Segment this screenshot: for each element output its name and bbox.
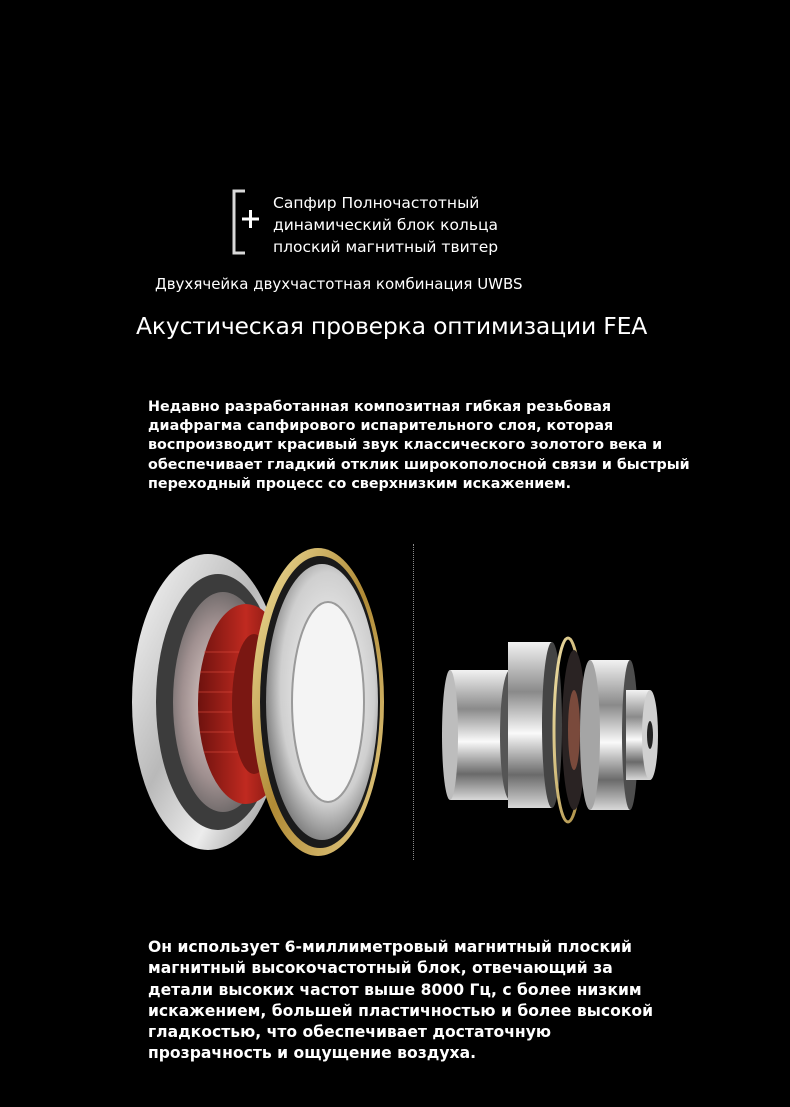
paragraph-line: детали высоких частот выше 8000 Гц, с более низким [148,980,642,999]
paragraph-line: Он использует 6-миллиметровый магнитный плоский [148,938,632,956]
paragraph-line: переходный процесс со сверхнизким искажением. [148,475,572,492]
paragraph-line: обеспечивает гладкий отклик широкополосной связи и быстрый [148,456,690,473]
paragraph-line: искажением, большей пластичностью и более высокой [148,1001,654,1020]
paragraph-line: диафрагма сапфирового испарительного слоя, которая [148,418,614,435]
paragraph-line: Недавно разработанная композитная гибкая резьбовая [148,399,612,415]
feature-list [273,192,498,258]
section-divider [413,544,414,860]
combination-subtitle: Двухячейка двухчастотная комбинация UWBS [155,275,523,293]
page-title: Акустическая проверка оптимизации FEA [136,312,648,340]
feature-line: плоский магнитный твитер [273,238,499,256]
paragraph-line: прозрачность и ощущение воздуха. [148,1044,477,1063]
tweeter-description [148,937,653,1065]
diaphragm-description [148,398,690,494]
paragraph-line: воспроизводит красивый звук классического золотого века и [148,437,663,454]
feature-line: динамический блок кольца [273,216,499,234]
paragraph-line: магнитный высокочастотный блок, отвечающий за [148,959,613,978]
bracket-plus-icon [231,188,261,256]
paragraph-line: гладкостью, что обеспечивает достаточную [148,1023,552,1042]
planar-tweeter-illustration [440,630,670,840]
dynamic-driver-illustration [128,542,388,862]
feature-line: Сапфир Полночастотный [273,194,480,212]
